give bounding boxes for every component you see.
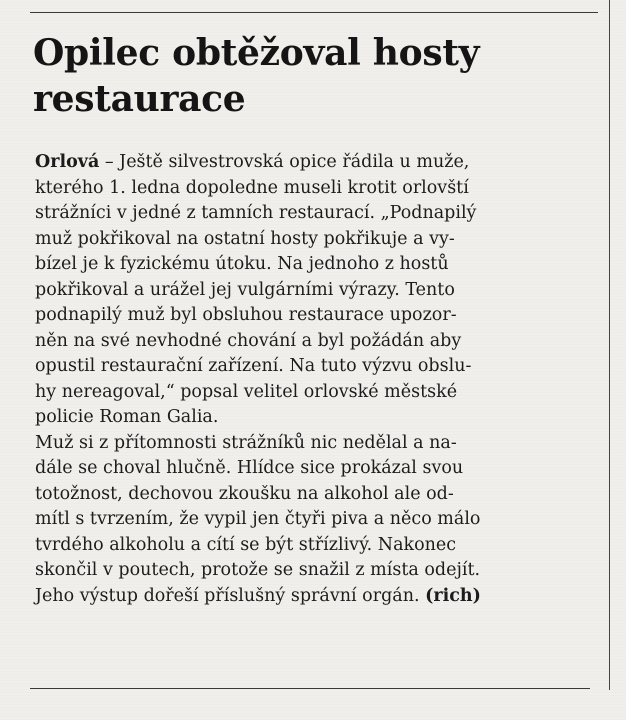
body-line: opustil restaurační zařízení. Na tuto výzvu obslu-	[35, 356, 472, 376]
body-line: totožnost, dechovou zkoušku na alkohol ale od-	[35, 483, 454, 504]
body-line: něn na své nevhodné chování a byl požádán aby	[35, 330, 462, 351]
body-line: hy nereagoval,“ popsal velitel orlovské městské	[35, 381, 458, 402]
column-divider	[609, 0, 610, 690]
headline-line-1: Opilec obtěžoval hosty	[33, 32, 480, 74]
body-line: skončil v poutech, protože se snažil z místa odejít.	[35, 560, 481, 580]
body-line-last	[35, 584, 605, 610]
body-line: strážníci v jedné z tamních restaurací. „Podnapilý	[35, 203, 477, 223]
article-headline	[33, 30, 593, 122]
last-line-text: Jeho výstup dořeší příslušný správní orgán.	[35, 585, 426, 606]
bleed-through-top	[30, 0, 600, 11]
article-body	[35, 150, 605, 609]
body-line: bízel je k fyzickému útoku. Na jednoho z hostů	[35, 254, 449, 274]
bottom-divider	[30, 688, 590, 689]
first-line-text: – Ještě silvestrovská opice řádila u muže,	[99, 152, 470, 172]
body-line: muž pokřikoval na ostatní hosty pokřikuje a vy-	[35, 228, 455, 249]
body-line: tvrdého alkoholu a cítí se být střízlivý. Nakonec	[35, 534, 457, 555]
headline-line-2: restaurace	[33, 78, 246, 120]
body-line: Muž si z přítomnosti strážníků nic nedělal a na-	[35, 432, 457, 453]
body-line: pokřikoval a urážel jej vulgárními výrazy. Tento	[35, 279, 455, 300]
top-divider	[30, 12, 598, 13]
body-line: mítl s tvrzením, že vypil jen čtyři piva a něco málo	[35, 509, 481, 529]
body-line: podnapilý muž byl obsluhou restaurace upozor-	[35, 305, 457, 325]
author-signature: (rich)	[425, 585, 481, 606]
body-line-1	[35, 150, 605, 176]
dateline-place: Orlová	[35, 152, 100, 172]
body-line: kterého 1. ledna dopoledne museli krotit orlovští	[35, 177, 469, 198]
body-line: policie Roman Galia.	[35, 407, 219, 427]
body-line: dále se choval hlučně. Hlídce sice prokázal svou	[35, 458, 464, 478]
bleed-through-bottom	[30, 700, 600, 720]
